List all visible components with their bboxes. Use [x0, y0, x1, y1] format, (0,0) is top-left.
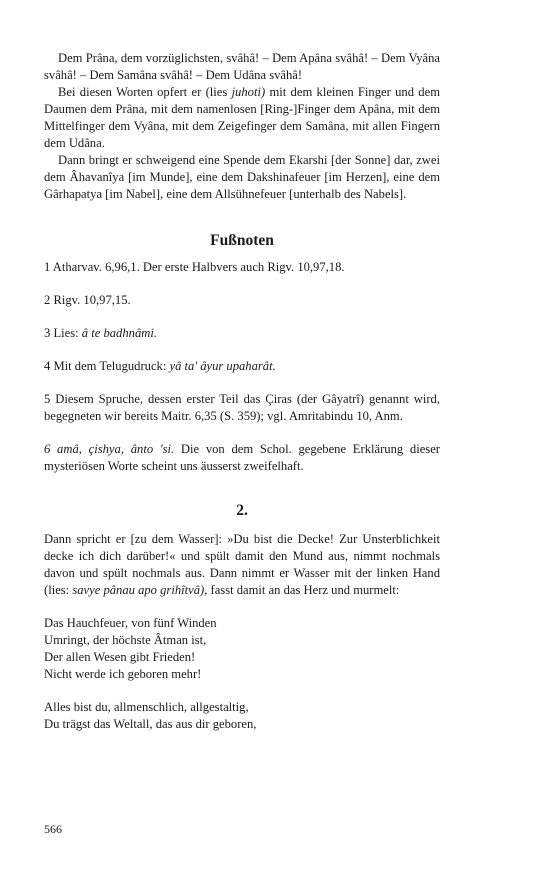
verse-stanza-1 [44, 615, 440, 683]
verse-line: Umringt, der höchste Âtman ist, [44, 633, 207, 647]
verse-line: Der allen Wesen gibt Frieden! [44, 650, 196, 664]
section-heading: 2. [236, 502, 248, 519]
verse-line: Alles bist du, allmenschlich, allgestaltig, [44, 700, 249, 714]
paragraph-silent-offering: Dann bringt er schweigend eine Spende dem Ekarshi [der Sonne] dar, zwei dem Âhavanîya [im Munde], eine dem Dakshinafeuer [im Herzen], eine dem Gârhapatya [im Nabel], eine dem Allsühnefeuer [unterhalb des Nabels]. [44, 153, 440, 201]
footnote-6: 6 amâ, çishya, ânto 'si. Die von dem Schol. gegebene Erklärung dieser mysteriösen Worte scheint uns äusserst zweifelhaft. [44, 442, 440, 473]
paragraph-svaha: Dem Prâna, dem vorzüglichsten, svâhâ! – Dem Apâna svâhâ! – Dem Vyâna svâhâ! – Dem Samâna svâhâ! – Dem Udâna svâhâ! [44, 51, 440, 82]
page-content [44, 50, 440, 733]
paragraph-offering: Bei diesen Worten opfert er (lies juhoti) mit dem kleinen Finger und dem Daumen dem Prâna, mit dem namenlosen [Ring-]Finger dem Apâna, mit dem Mittelfinger dem Vyâna, mit dem Zeigefinger dem Samâna, mit allen Fingern dem Udâna. [44, 85, 440, 150]
footnote-5: 5 Diesem Spruche, dessen erster Teil das Çiras (der Gâyatrî) genannt wird, begegneten wir bereits Maitr. 6,35 (S. 359); vgl. Amritabindu 10, Anm. [44, 392, 440, 423]
verse-line: Du trägst das Weltall, das aus dir geboren, [44, 717, 257, 731]
footnotes-heading: Fußnoten [210, 232, 274, 249]
verse-line: Das Hauchfeuer, von fünf Winden [44, 616, 217, 630]
footnote-4: 4 Mit dem Telugudruck: yâ ta' âyur upaharât. [44, 359, 276, 373]
footnote-3: 3 Lies: â te badhnâmi. [44, 326, 157, 340]
verse-line: Nicht werde ich geboren mehr! [44, 667, 202, 681]
page-number: 566 [44, 822, 62, 836]
footnote-1: 1 Atharvav. 6,96,1. Der erste Halbvers auch Rigv. 10,97,18. [44, 260, 345, 274]
paragraph-water: Dann spricht er [zu dem Wasser]: »Du bist die Decke! Zur Unsterblichkeit decke ich dich darüber!« und spült damit den Mund aus, nimmt nochmals davon und spült nochmals aus. Dann nimmt er Wasser mit der linken Hand (lies: savye pânau apo grihîtvâ), fasst damit an das Herz und murmelt: [44, 532, 440, 597]
verse-stanza-2 [44, 699, 440, 733]
footnote-2: 2 Rigv. 10,97,15. [44, 293, 131, 307]
